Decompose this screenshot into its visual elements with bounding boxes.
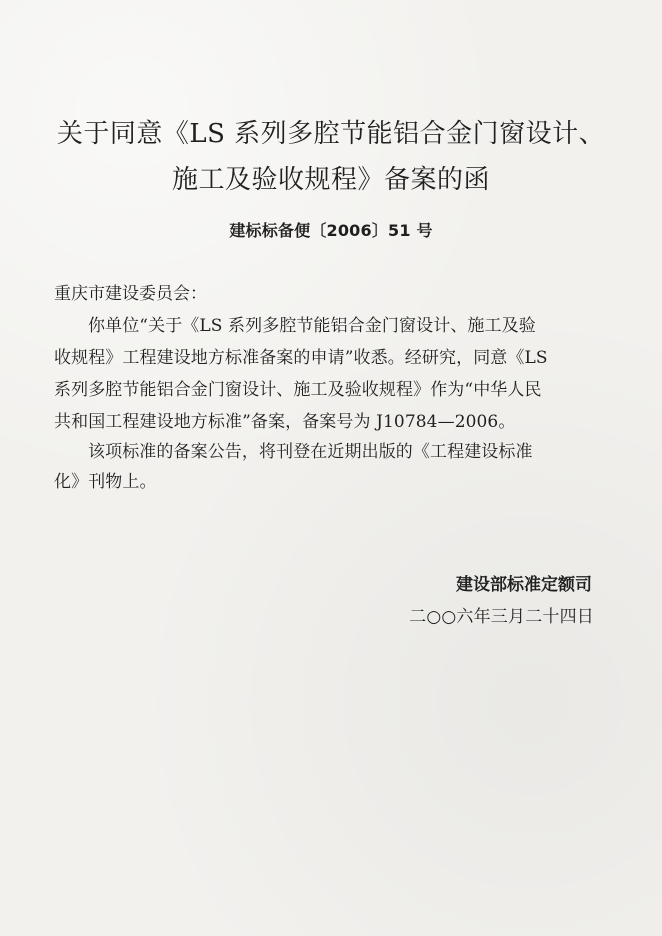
- document-title-line-2: 施工及验收规程》备案的函: [171, 165, 490, 195]
- document-title: [0, 111, 662, 203]
- paragraph-1-line-2: 收规程》工程建设地方标准备案的申请”收悉。经研究，同意《LS: [54, 348, 548, 368]
- addressee: 重庆市建设委员会：: [54, 284, 207, 304]
- issue-date: 二○○六年三月二十四日: [409, 607, 594, 627]
- paragraph-2-line-1: 该项标准的备案公告，将刊登在近期出版的《工程建设标准: [88, 442, 533, 462]
- document-title-line-1: 关于同意《LS 系列多腔节能铝合金门窗设计、: [56, 119, 606, 149]
- issuing-department: 建设部标准定额司: [456, 575, 592, 595]
- paragraph-1-line-4: 共和国工程建设地方标准”备案，备案号为 J10784—2006。: [54, 412, 516, 432]
- paragraph-1-line-1: 你单位“关于《LS 系列多腔节能铝合金门窗设计、施工及验: [88, 316, 536, 336]
- document-number: 建标标备便〔2006〕51 号: [229, 221, 433, 240]
- paragraph-1-line-3: 系列多腔节能铝合金门窗设计、施工及验收规程》作为“中华人民: [54, 380, 542, 400]
- paragraph-2-line-2: 化》刊物上。: [54, 472, 157, 492]
